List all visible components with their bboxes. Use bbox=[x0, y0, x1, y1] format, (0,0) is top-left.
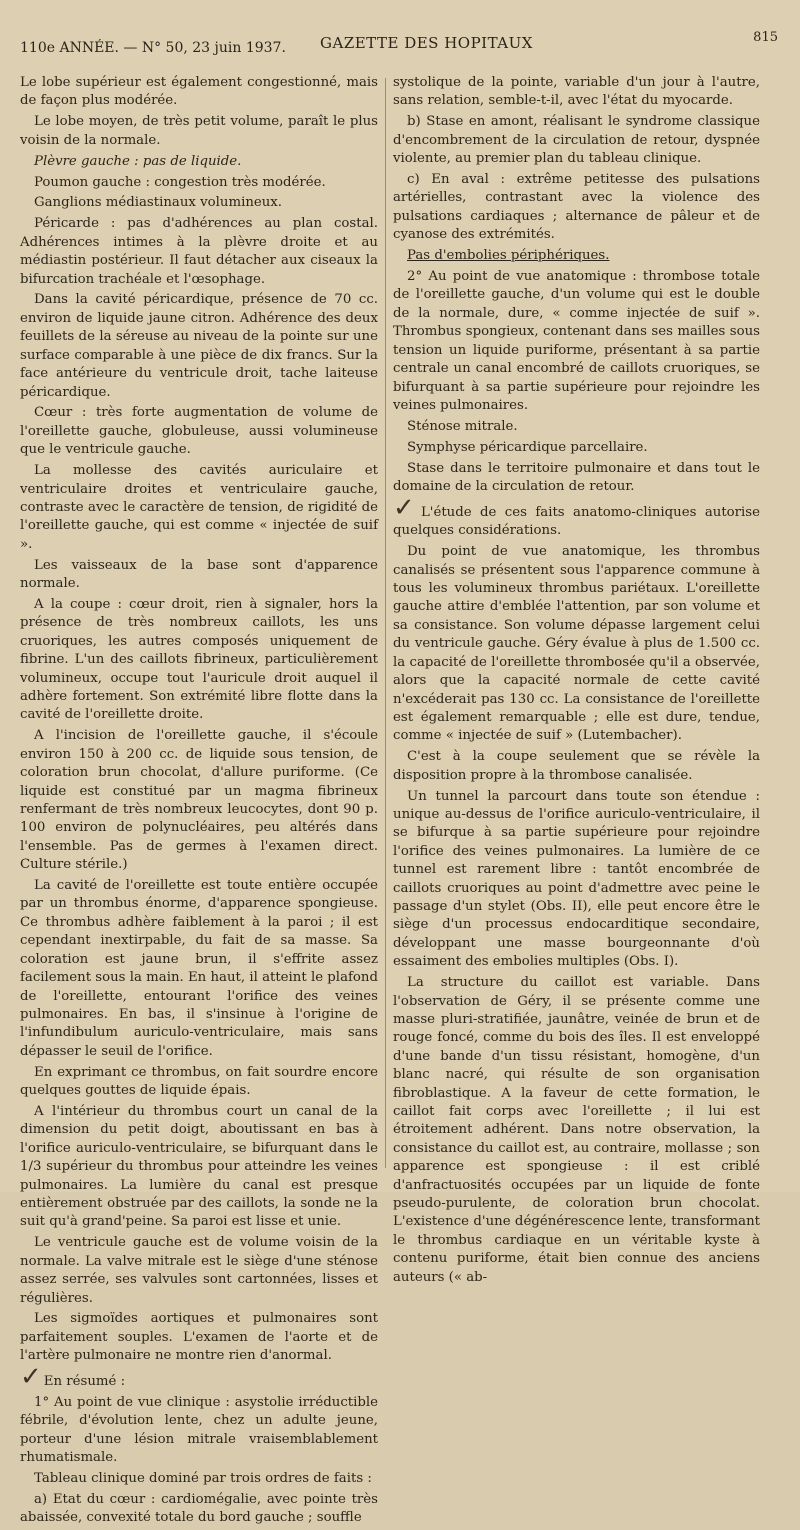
paragraph: C'est à la coupe seulement que se révèle la disposition propre à la thrombose canalisée. bbox=[393, 749, 760, 783]
paragraph-marked: ✓ L'étude de ces faits anatomo-cliniques autorise quelques considérations. bbox=[393, 492, 760, 539]
paragraph: 2° Au point de vue anatomique : thrombose totale de l'oreillette gauche, d'un volume qui est le double de la normale, dure, « comme injectée de suif ». Thrombus spongieux, contenant dans ses mailles sous tension un liquide puriforme, présentant à sa partie centrale un canal encombré de caillots cruoriques, se bifurquant à sa partie supérieure pour rejoindre les veines pulmonaires. bbox=[393, 269, 760, 413]
paragraph: systolique de la pointe, variable d'un jour à l'autre, sans relation, semble-t-il, avec l'état du myocarde. bbox=[393, 75, 760, 109]
paragraph: Les sigmoïdes aortiques et pulmonaires sont parfaitement souples. L'examen de l'aorte et de l'artère pulmonaire ne montre rien d'anormal. bbox=[20, 1311, 378, 1364]
right-column bbox=[393, 74, 760, 1290]
paragraph: Un tunnel la parcourt dans toute son étendue : unique au-dessus de l'orifice auriculo-ventriculaire, il se bifurque à sa partie supérieure pour rejoindre l'orifice des veines pulmonaires. La lumière de ce tunnel est rarement libre : tantôt encombrée de caillots cruoriques au point d'admettre avec peine le passage d'un stylet (Obs. II), elle peut encore être le siège d'un processus endocarditique secondaire, développant une masse bourgeonnante d'où essaiment des embolies multiples (Obs. I). bbox=[393, 788, 760, 970]
paragraph: La cavité de l'oreillette est toute entière occupée par un thrombus énorme, d'apparence spongieuse. Ce thrombus adhère faiblement à la paroi ; il est cependant inextirpable, du fait de sa masse. Sa coloration est jaune brun, il s'effrite assez facilement sous la main. En haut, il atteint le plafond de l'oreillette, entourant l'orifice des veines pulmonaires. En bas, il s'insinue à l'origine de l'infundibulum auriculo-ventriculaire, mais sans dépasser le seuil de l'orifice. bbox=[20, 878, 378, 1059]
paragraph: A l'incision de l'oreillette gauche, il s'écoule environ 150 à 200 cc. de liquide sous tension, de coloration brun chocolat, d'allure puriforme. (Ce liquide est constitué par un magma fibrineux renfermant de très nombreux leucocytes, dont 90 p. 100 environ de polynucléaires, peu altérés dans l'ensemble. Pas de germes à l'examen direct. Culture stérile.) bbox=[20, 728, 378, 873]
paragraph: c) En aval : extrême petitesse des pulsations artérielles, contrastant avec la violence des pulsations cardiaques ; alternance de pâleur et de cyanose des extrémités. bbox=[393, 172, 760, 243]
paragraph: Pas d'embolies périphériques. bbox=[407, 248, 610, 264]
paragraph: b) Stase en amont, réalisant le syndrome classique d'encombrement de la circulation de retour, dyspnée violente, au premier plan du tableau clinique. bbox=[393, 114, 760, 167]
summary-heading: ✓ En résumé : bbox=[20, 1362, 126, 1393]
paragraph: Sténose mitrale. bbox=[407, 418, 518, 434]
paragraph: La mollesse des cavités auriculaire et ventriculaire droites et ventriculaire gauche, contraste avec le caractère de tension, de rigidité de l'oreillette gauche, qui est comme « injectée de suif ». bbox=[20, 463, 378, 552]
paragraph: La structure du caillot est variable. Dans l'observation de Géry, il se présente comme une masse pluri-stratifiée, jaunâtre, veinée de brun et de rouge foncé, comme du bois des îles. Il est enveloppé d'une bande d'un tissu résistant, homogène, d'un blanc nacré, qui résulte de son organisation fibroblastique. A la faveur de cette formation, le caillot fait corps avec l'oreillette ; il lui est étroitement adhérent. Dans notre observation, la consistance du caillot est, au contraire, mollasse ; son apparence est spongieuse : il est criblé d'anfractuosités occupées par un liquide de fonte pseudo-purulente, de coloration brun chocolat. L'existence d'une dégénérescence lente, transformant le thrombus cardiaque en un véritable kyste à contenu puriforme, était bien connue des anciens auteurs (« ab- bbox=[393, 975, 760, 1285]
paragraph: Plèvre gauche : pas de liquide. bbox=[34, 153, 242, 169]
page-header bbox=[20, 30, 780, 58]
paragraph: En exprimant ce thrombus, on fait sourdre encore quelques gouttes de liquide épais. bbox=[20, 1064, 378, 1099]
paragraph: Stase dans le territoire pulmonaire et dans tout le domaine de la circulation de retour. bbox=[393, 460, 760, 495]
paragraph: Cœur : très forte augmentation de volume de l'oreillette gauche, globuleuse, aussi volumineuse que le ventricule gauche. bbox=[20, 405, 378, 458]
paragraph: Le ventricule gauche est de volume voisin de la normale. La valve mitrale est le siège d'une sténose assez serrée, ses valvules sont cartonnées, lisses et régulières. bbox=[20, 1235, 378, 1306]
journal-title: GAZETTE DES HOPITAUX bbox=[320, 34, 533, 52]
issue-info: 110e ANNÉE. — N° 50, 23 juin 1937. bbox=[20, 40, 286, 56]
paragraph: Symphyse péricardique parcellaire. bbox=[407, 439, 648, 455]
left-column bbox=[20, 74, 378, 1530]
check-mark-icon: ✓ bbox=[20, 1362, 42, 1393]
paragraph: Tableau clinique dominé par trois ordres de faits : bbox=[34, 1471, 372, 1487]
paragraph: Le lobe moyen, de très petit volume, paraît le plus voisin de la normale. bbox=[20, 114, 378, 148]
check-mark-icon: ✓ bbox=[393, 492, 419, 523]
paragraph: A l'intérieur du thrombus court un canal de la dimension du petit doigt, aboutissant en bas à l'orifice auriculo-ventriculaire, se bifurquant dans le 1/3 supérieur du thrombus pour atteindre les veines pulmonaires. La lumière du canal est presque entièrement obstruée par des caillots, la sonde ne la suit qu'à grand'peine. Sa paroi est lisse et unie. bbox=[20, 1103, 378, 1230]
paragraph: a) Etat du cœur : cardiomégalie, avec pointe très abaissée, convexité totale du bord gauche ; souffle bbox=[20, 1492, 378, 1526]
paragraph: Péricarde : pas d'adhérences au plan costal. Adhérences intimes à la plèvre droite et au médiastin postérieur. Il faut détacher aux ciseaux la bifurcation trachéale et l'œsophage. bbox=[20, 216, 378, 287]
paragraph: Dans la cavité péricardique, présence de 70 cc. environ de liquide jaune citron. Adhérence des deux feuillets de la séreuse au niveau de la pointe sur une surface comparable à une pièce de dix francs. Sur la face antérieure du ventricule droit, tache laiteuse péricardique. bbox=[20, 292, 378, 400]
paragraph: Du point de vue anatomique, les thrombus canalisés se présentent sous l'apparence commune à tous les volumineux thrombus pariétaux. L'oreillette gauche attire d'emblée l'attention, par son volume et sa consistance. Son volume dépasse largement celui du ventricule gauche. Géry évalue à plus de 1.500 cc. la capacité de l'oreillette thrombosée qu'il a observée, alors que la capacité normale de cette cavité n'excéderait pas 130 cc. La consistance de l'oreillette est également remarquable ; elle est dure, tendue, comme « injectée de suif » (Lutembacher). bbox=[393, 544, 760, 744]
paragraph: 1° Au point de vue clinique : asystolie irréductible fébrile, d'évolution lente, chez un adulte jeune, porteur d'une lésion mitrale vraisemblablement rhumatismale. bbox=[20, 1395, 378, 1466]
paragraph: Ganglions médiastinaux volumineux. bbox=[34, 195, 283, 211]
page-number: 815 bbox=[753, 30, 778, 45]
paragraph: Poumon gauche : congestion très modérée. bbox=[34, 174, 326, 190]
paragraph: Les vaisseaux de la base sont d'apparence normale. bbox=[20, 557, 378, 592]
column-divider bbox=[385, 78, 386, 1168]
paragraph: Le lobe supérieur est également congestionné, mais de façon plus modérée. bbox=[20, 75, 378, 109]
paragraph: A la coupe : cœur droit, rien à signaler, hors la présence de très nombreux caillots, les uns cruoriques, les autres composés uniquement de fibrine. L'un des caillots fibrineux, particulièrement volumineux, occupe tout l'auricule droit auquel il adhère fortement. Son extrémité libre flotte dans la cavité de l'oreillette droite. bbox=[20, 596, 378, 723]
